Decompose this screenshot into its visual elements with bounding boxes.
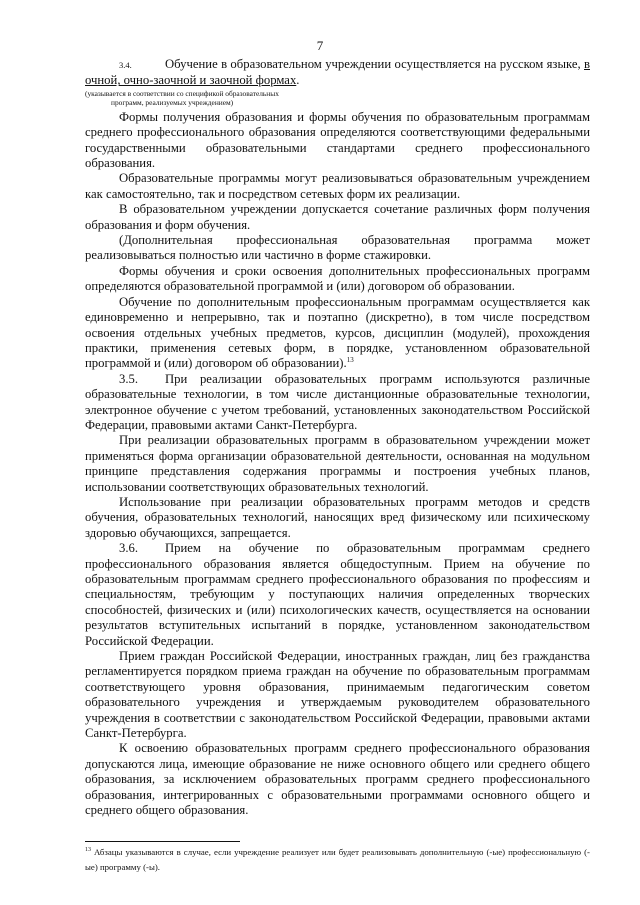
paragraph: Прием граждан Российской Федерации, иностранных граждан, лиц без гражданства регламентируется порядком приема граждан на обучение по образовательным программам соответствующего уровня образования, принимаемым педагогическим советом образовательного учреждения и утверждаемым руководителем образовательного учреждения в соответствии с законодательством Российской Федерации, правовыми актами Санкт-Петербурга. xyxy=(85,649,590,741)
paragraph: Образовательные программы могут реализовываться образовательным учреждением как самостоятельно, так и посредством сетевых форм их реализации. xyxy=(85,171,590,201)
section-text: Прием на обучение по образовательным программам среднего профессионального образования является общедоступным. Прием на обучение по образовательным программам среднего профессионального образования по профессиям и специальностям, требующим у поступающих наличия определенных творческих способностей, физических и (или) психологических качеств, осуществляется на основании результатов вступительных испытаний в порядке, установленном законодательством Российской Федерации. xyxy=(85,541,590,648)
paragraph: Формы обучения и сроки освоения дополнительных профессиональных программ определяются образовательной программой и (или) договором об образовании. xyxy=(85,263,590,294)
paragraph: (Дополнительная профессиональная образовательная программа может реализовываться полностью или частично в форме стажировки. xyxy=(85,233,590,263)
section-text: Обучение в образовательном учреждении осуществляется на русском языке, xyxy=(165,57,584,71)
footnote-ref: 13 xyxy=(346,356,354,365)
footnote-text: Абзацы указываются в случае, если учреждение реализует или будет реализовывать дополнительную (-ые) профессиональную (-ые) программу (-ы). xyxy=(85,847,590,872)
section-3-6 xyxy=(85,541,590,649)
footnote-divider xyxy=(85,841,240,842)
section-number: 3.6. xyxy=(119,541,139,556)
section-text-end: . xyxy=(296,73,300,88)
note-line-2: программ, реализуемых учреждением) xyxy=(111,97,234,107)
paragraph: Формы получения образования и формы обучения по образовательным программам среднего профессионального образования определяются соответствующими федеральными государственными образовательными стандартами среднего профессионального образования. xyxy=(85,109,590,171)
section-number: 3.5. xyxy=(119,371,139,386)
underlined-forms: в очной, очно-заочной и заочной формах xyxy=(85,57,590,88)
footnote xyxy=(85,845,590,874)
footnote-number: 13 xyxy=(85,847,91,853)
section-3-5 xyxy=(85,372,590,434)
section-text: При реализации образовательных программ используются различные образовательные технологии, в том числе дистанционные образовательные технологии, электронное обучение с учетом требований, установленных законодательством Российской Федерации, правовыми актами Санкт-Петербурга. xyxy=(85,371,590,432)
paragraph-network xyxy=(85,295,590,372)
paragraph: При реализации образовательных программ в образовательном учреждении может применяться форма организации образовательной деятельности, основанная на модульном принципе представления содержания программы и построения учебных планов, использовании соответствующих образовательных технологий. xyxy=(85,433,590,494)
paragraph: К освоению образовательных программ среднего профессионального образования допускаются лица, имеющие образование не ниже основного общего или среднего общего образования, за исключением образовательных программ среднего профессионального образования, интегрированных с образовательными программами основного общего и среднего общего образования. xyxy=(85,741,590,818)
note-line-1: (указывается в соответствии со спецификой образовательных xyxy=(85,88,279,98)
document-body xyxy=(85,57,590,819)
paragraph: В образовательном учреждении допускается сочетание различных форм получения образования и форм обучения. xyxy=(85,202,590,232)
section-note xyxy=(85,89,590,107)
section-number: 3.4. xyxy=(119,60,132,70)
paragraph: Использование при реализации образовательных программ методов и средств обучения, образовательных технологий, наносящих вред физическому или психическому здоровью обучающихся, запрещается. xyxy=(85,494,590,540)
paragraph-text: Обучение по дополнительным профессиональным программам осуществляется как единовременно и непрерывно, так и поэтапно (дискретно), в том числе посредством освоения отдельных учебных предметов, курсов, дисциплин (модулей), прохождения практики, применения сетевых форм, в порядке, установленном образовательной программой и (или) договором об образовании). xyxy=(85,294,590,371)
page-number: 7 xyxy=(316,38,324,53)
section-3-4 xyxy=(85,57,590,89)
